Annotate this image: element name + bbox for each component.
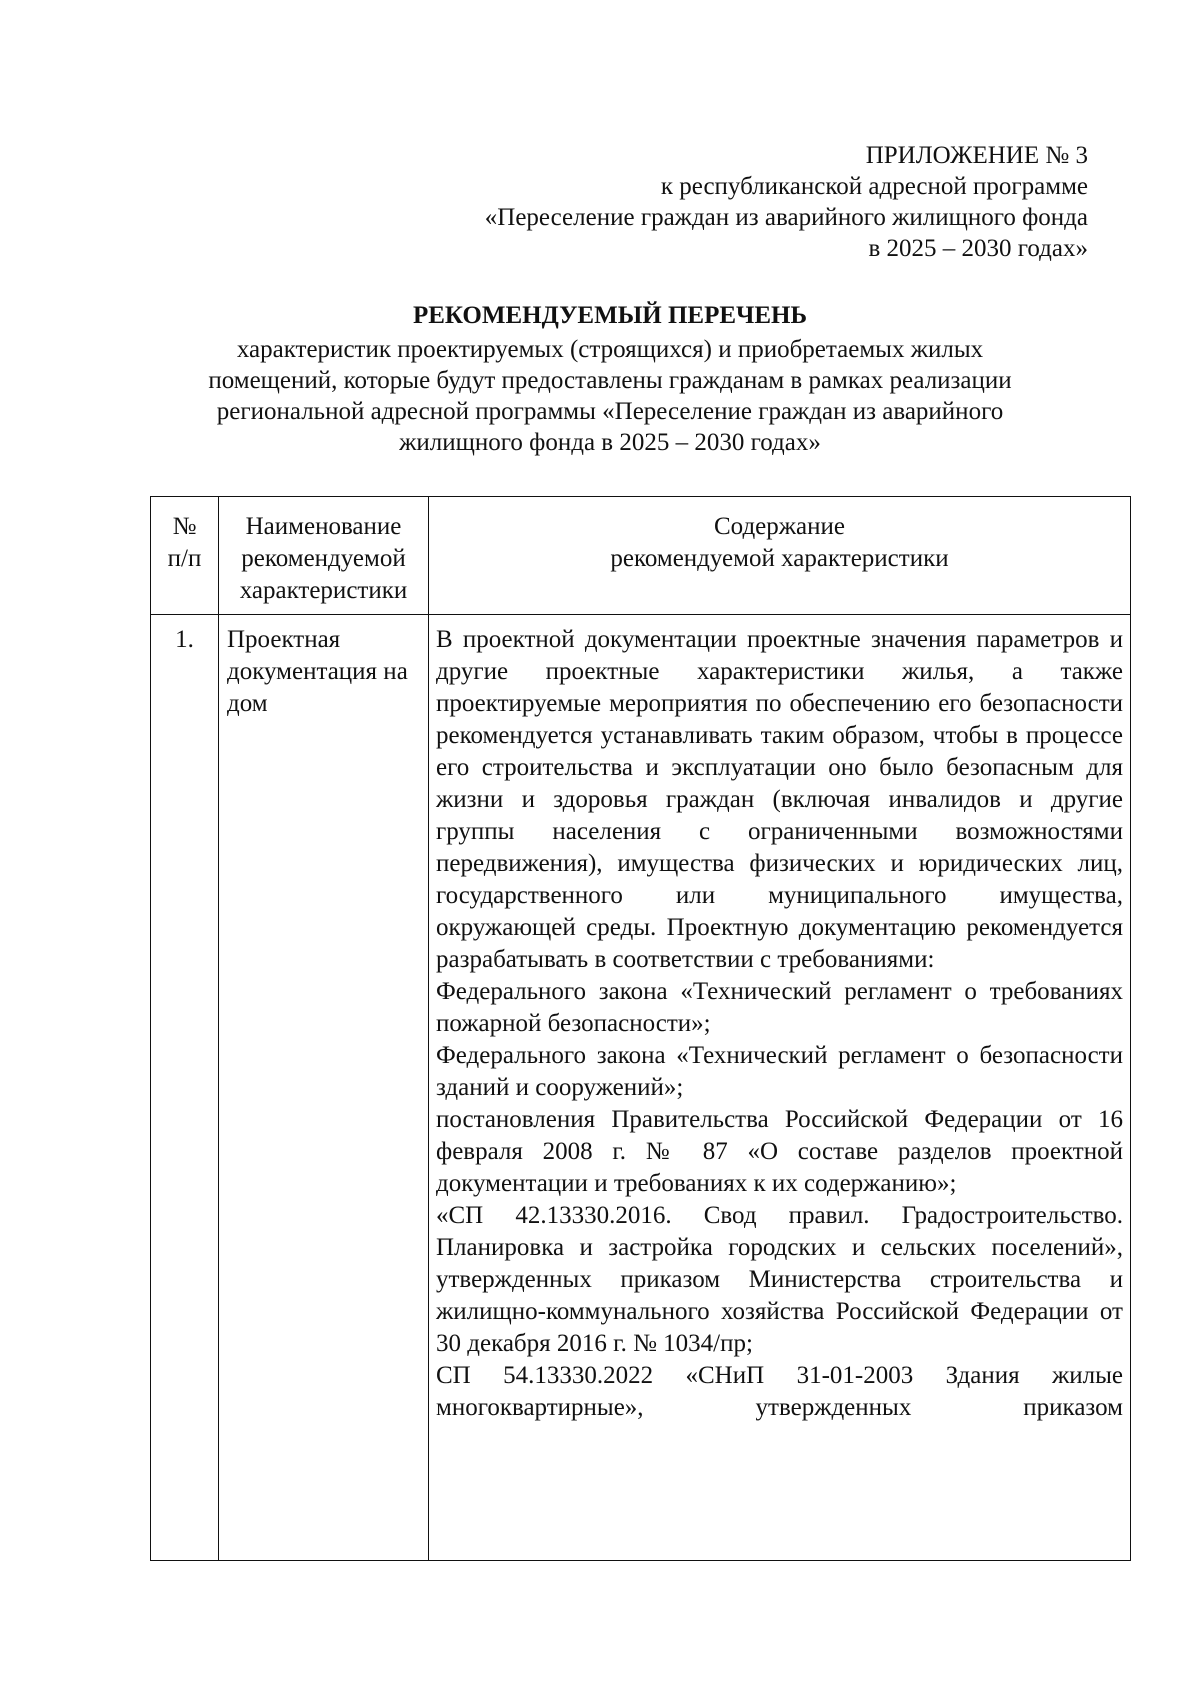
row-name-line: дом (227, 690, 268, 717)
row-name-line: Проектная (227, 626, 341, 653)
page-title: РЕКОМЕНДУЕМЫЙ ПЕРЕЧЕНЬ (412, 302, 808, 329)
row-content (429, 615, 1131, 1561)
header-name (219, 497, 429, 615)
characteristics-table (150, 496, 1131, 1561)
table-header-row (151, 497, 1131, 615)
header-name-line: рекомендуемой (241, 545, 406, 572)
row-number: 1. (151, 615, 219, 1561)
content-paragraph: постановления Правительства Российской Федерации от 16 февраля 2008 г. № 87 «О составе разделов проектной документации и требованиях к их содержанию»; (436, 1106, 1123, 1197)
header-num-symbol: № (172, 513, 197, 540)
title-line: помещений, которые будут предоставлены гражданам в рамках реализации (208, 367, 1012, 394)
header-content (429, 497, 1131, 615)
content-paragraph: «СП 42.13330.2016. Свод правил. Градостроительство. Планировка и застройка городских и сельских поселений», утвержденных приказом Министерства строительства и жилищно-коммунального хозяйства Российской Федерации от 30 декабря 2016 г. № 1034/пр; (436, 1202, 1123, 1357)
appendix-number: ПРИЛОЖЕНИЕ № 3 (865, 142, 1088, 169)
row-name (219, 615, 429, 1561)
header-name-line: Наименование (245, 513, 402, 540)
content-paragraph: Федерального закона «Технический регламент о безопасности зданий и сооружений»; (436, 1042, 1123, 1101)
title-line: характеристик проектируемых (строящихся) и приобретаемых жилых (236, 336, 984, 363)
title-line: жилищного фонда в 2025 – 2030 годах» (399, 429, 821, 456)
appendix-header (485, 140, 1088, 264)
appendix-line: к республиканской адресной программе (660, 173, 1088, 200)
appendix-line: «Переселение граждан из аварийного жилищного фонда (484, 204, 1088, 231)
header-num-label: п/п (167, 545, 202, 572)
header-content-line: Содержание (714, 513, 845, 540)
content-paragraph: В проектной документации проектные значения параметров и другие проектные характеристики жилья, а также проектируемые мероприятия по обеспечению его безопасности рекомендуется устанавливать таким образом, чтобы в процессе его строительства и эксплуатации оно было безопасным для жизни и здоровья граждан (включая инвалидов и другие группы населения с ограниченными возможностями передвижения), имущества физических и юридических лиц, государственного или муниципального имущества, окружающей среды. Проектную документацию рекомендуется разрабатывать в соответствии с требованиями: (436, 626, 1123, 973)
document-title (130, 300, 1090, 458)
content-paragraph: СП 54.13330.2022 «СНиП 31-01-2003 Здания жилые многоквартирные», утвержденных приказом (436, 1362, 1123, 1421)
table-row (151, 615, 1131, 1561)
header-content-line: рекомендуемой характеристики (610, 545, 949, 572)
content-paragraph: Федерального закона «Технический регламент о требованиях пожарной безопасности»; (436, 978, 1123, 1037)
row-name-line: документация на (227, 658, 408, 685)
title-line: региональной адресной программы «Переселение граждан из аварийного (216, 398, 1004, 425)
header-name-line: характеристики (239, 577, 408, 604)
header-num (151, 497, 219, 615)
appendix-line: в 2025 – 2030 годах» (868, 235, 1088, 262)
